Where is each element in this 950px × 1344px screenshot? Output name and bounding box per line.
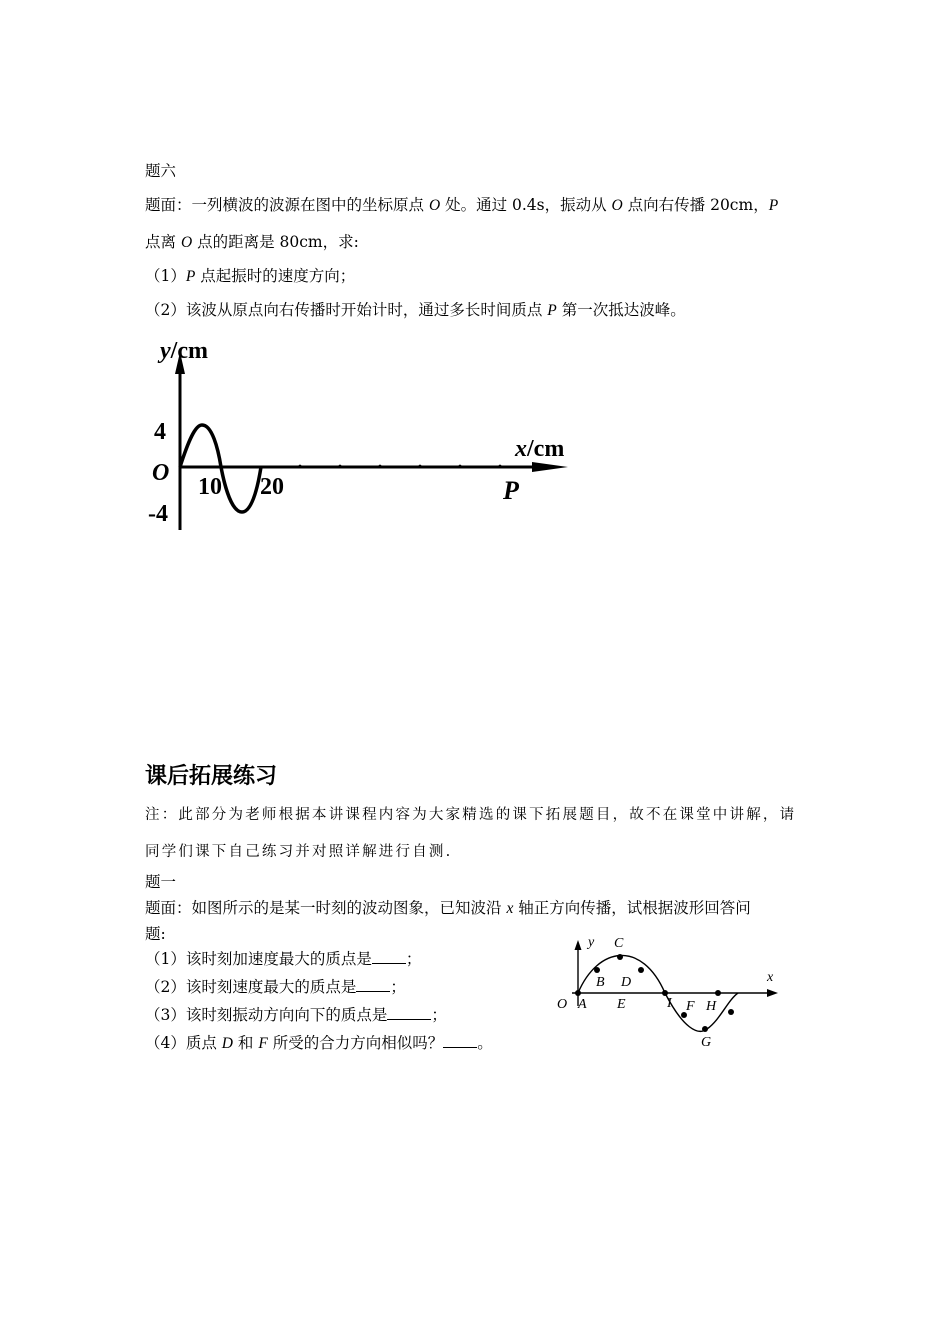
q6-question-1 [145, 266, 355, 287]
q1-x-axis-label: x [767, 970, 774, 985]
q1-label-h: H [706, 999, 717, 1014]
q6-var-o: O [428, 197, 441, 214]
q1-label-e: E [617, 997, 626, 1012]
q6-var-o: O [180, 234, 193, 251]
q1-var-f: F [258, 1035, 268, 1052]
q1-text: 。 [477, 1034, 493, 1052]
q6-x-tick-10: 10 [198, 474, 222, 500]
q6-y-tick-neg4: -4 [148, 501, 168, 527]
q1-label-g: G [701, 1035, 712, 1050]
q1-label-d: D [621, 975, 632, 990]
q1-text: ； [405, 950, 422, 968]
q6-origin-label: O [152, 460, 170, 486]
q1-x-arrow-icon [767, 989, 778, 997]
q6-x-tick-20: 20 [260, 474, 284, 500]
q6-y-tick-4: 4 [154, 419, 166, 445]
q6-text: （1） [145, 267, 186, 285]
q1-question-1 [145, 949, 421, 969]
q1-question-2 [145, 977, 406, 997]
q6-statement-line1 [145, 195, 778, 216]
q1-point-a [575, 990, 581, 996]
q6-statement-line2 [145, 232, 359, 253]
q1-point-h [728, 1009, 734, 1015]
q6-question-2 [145, 300, 686, 321]
q6-x-arrow-icon [532, 462, 568, 472]
q6-text: 点向右传播 20cm， [622, 196, 769, 214]
q1-text: （1）该时刻加速度最大的质点是 [145, 950, 372, 968]
q1-statement-line2: 题: [145, 925, 166, 943]
q1-point-c [617, 954, 623, 960]
q1-title: 题一 [145, 873, 177, 891]
q1-statement-line1 [145, 898, 751, 919]
q6-text: 处。通过 0.4s，振动从 [440, 196, 612, 214]
q1-var-d: D [221, 1035, 233, 1052]
q1-text: ； [390, 978, 406, 996]
q6-title: 题六 [145, 162, 177, 180]
q1-point-i [715, 990, 721, 996]
q6-point-p-label: P [503, 476, 519, 505]
q1-text: （3）该时刻振动方向向下的质点是 [145, 1006, 388, 1024]
q1-point-b [594, 967, 600, 973]
q1-label-i: I [667, 996, 672, 1011]
q1-text: （4）质点 [145, 1034, 222, 1052]
q1-var-x: x [506, 900, 514, 917]
q6-y-axis-label: y/cm [160, 338, 208, 364]
q1-origin-label: O [557, 997, 568, 1012]
q6-var-p: P [547, 302, 557, 319]
section-note-line2: 同学们课下自己练习并对照详解进行自测. [145, 844, 453, 860]
section-note-line1: 注：此部分为老师根据本讲课程内容为大家精选的课下拓展题目，故不在课堂中讲解，请 [145, 807, 797, 823]
section-heading: 课后拓展练习 [145, 764, 278, 789]
answer-blank[interactable] [387, 1005, 431, 1020]
q1-question-3 [145, 1005, 447, 1025]
q6-var-p: P [185, 268, 196, 285]
q1-text: 所受的合力方向相似吗？ [267, 1034, 444, 1052]
q6-text: 第一次抵达波峰。 [556, 301, 686, 319]
q1-text: 轴正方向传播，试根据波形回答问 [513, 899, 751, 917]
q1-label-c: C [614, 936, 624, 951]
q1-text: 和 [233, 1034, 259, 1052]
q1-point-g [702, 1026, 708, 1032]
q6-text: （2）该波从原点向右传播时开始计时，通过多长时间质点 [145, 301, 548, 319]
q1-label-f: F [686, 999, 695, 1014]
q1-text: 题面：如图所示的是某一时刻的波动图象，已知波沿 [145, 899, 507, 917]
q1-text: ； [431, 1006, 447, 1024]
answer-blank[interactable] [356, 977, 390, 992]
q6-var-p: P [768, 197, 779, 214]
q6-var-o: O [611, 197, 623, 214]
q6-text: 点起振时的速度方向； [195, 267, 356, 285]
answer-blank[interactable] [372, 949, 406, 964]
q1-y-axis-label: y [588, 935, 595, 950]
q6-text: 点离 [145, 233, 181, 251]
q1-text: （2）该时刻速度最大的质点是 [145, 978, 357, 996]
q1-y-arrow-icon [575, 940, 582, 950]
q6-text: 题面：一列横波的波源在图中的坐标原点 [145, 196, 429, 214]
q1-point-d [638, 967, 644, 973]
q6-wave-figure [140, 330, 590, 540]
answer-blank[interactable] [443, 1033, 477, 1048]
q1-label-a: A [578, 997, 587, 1012]
q1-label-b: B [596, 975, 605, 990]
q6-x-axis-label: x/cm [515, 436, 565, 462]
q1-question-4 [145, 1033, 493, 1054]
q6-text: 点的距离是 80cm，求: [192, 233, 359, 251]
q1-wave-figure [550, 928, 790, 1053]
